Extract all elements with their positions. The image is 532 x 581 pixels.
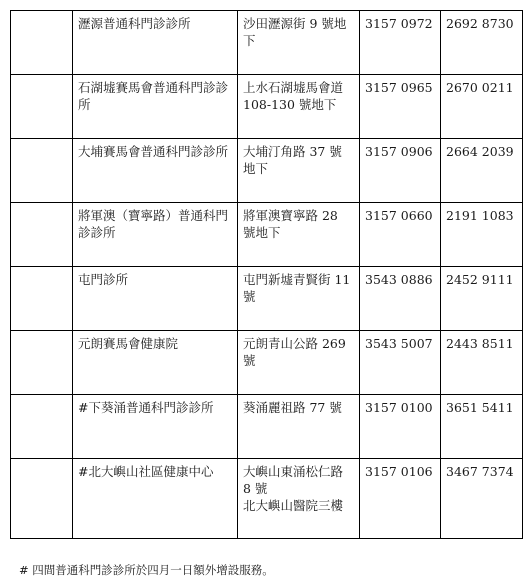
table-row: [11, 331, 523, 395]
clinic-address-line: 大嶼山東涌松仁路 8 號: [243, 464, 344, 496]
clinic-name-cell: 屯門診所: [73, 267, 238, 331]
table-row: [11, 395, 523, 459]
clinic-name-cell: 大埔賽馬會普通科門診診所: [73, 139, 238, 203]
clinic-address-cell: [238, 75, 360, 139]
blank-cell: [11, 459, 73, 539]
table-row: [11, 11, 523, 75]
clinic-name-cell: #北大嶼山社區健康中心: [73, 459, 238, 539]
clinic-fax-cell: 2191 1083: [441, 203, 523, 267]
clinic-tel-cell: 3157 0906: [360, 139, 441, 203]
footnote: # 四間普通科門診診所於四月一日額外增設服務。: [19, 563, 274, 577]
clinic-address-line: 屯門新墟青賢街 11 號: [243, 272, 351, 304]
clinic-tel-cell: 3543 0886: [360, 267, 441, 331]
table-row: [11, 75, 523, 139]
blank-cell: [11, 11, 73, 75]
clinic-address-cell: [238, 331, 360, 395]
clinic-fax-cell: 2664 2039: [441, 139, 523, 203]
clinic-fax-cell: 2692 8730: [441, 11, 523, 75]
table-row: [11, 203, 523, 267]
clinic-address-line: 北大嶼山醫院三樓: [243, 498, 344, 513]
clinic-tel-cell: 3157 0972: [360, 11, 441, 75]
clinic-address-cell: [238, 395, 360, 459]
clinic-tel-cell: 3157 0965: [360, 75, 441, 139]
clinic-address-line: 上水石湖墟馬會道 108-130 號地下: [243, 80, 344, 112]
blank-cell: [11, 139, 73, 203]
clinic-tel-cell: 3157 0100: [360, 395, 441, 459]
clinic-fax-cell: 3467 7374: [441, 459, 523, 539]
clinic-fax-cell: 2443 8511: [441, 331, 523, 395]
clinic-address-cell: [238, 203, 360, 267]
clinic-name-cell: 瀝源普通科門診診所: [73, 11, 238, 75]
clinic-name-cell: 石湖墟賽馬會普通科門診診所: [73, 75, 238, 139]
blank-cell: [11, 395, 73, 459]
clinic-name-cell: 元朗賽馬會健康院: [73, 331, 238, 395]
blank-cell: [11, 267, 73, 331]
clinic-tel-cell: 3157 0660: [360, 203, 441, 267]
blank-cell: [11, 75, 73, 139]
clinic-address-cell: [238, 11, 360, 75]
blank-cell: [11, 331, 73, 395]
blank-cell: [11, 203, 73, 267]
clinic-address-line: 葵涌麗祖路 77 號: [243, 400, 342, 415]
table-row: [11, 459, 523, 539]
clinic-name-cell: #下葵涌普通科門診診所: [73, 395, 238, 459]
clinic-table: [10, 10, 523, 539]
clinic-address-cell: [238, 267, 360, 331]
table-row: [11, 139, 523, 203]
clinic-tel-cell: 3157 0106: [360, 459, 441, 539]
clinic-table-body: [11, 11, 523, 539]
clinic-address-line: 沙田瀝源街 9 號地下: [243, 16, 347, 48]
clinic-address-cell: [238, 139, 360, 203]
clinic-fax-cell: 2452 9111: [441, 267, 523, 331]
clinic-tel-cell: 3543 5007: [360, 331, 441, 395]
clinic-address-line: 大埔汀角路 37 號地下: [243, 144, 342, 176]
clinic-name-cell: 將軍澳（寶寧路）普通科門診診所: [73, 203, 238, 267]
clinic-fax-cell: 3651 5411: [441, 395, 523, 459]
clinic-address-line: 元朗青山公路 269 號: [243, 336, 346, 368]
clinic-address-cell: [238, 459, 360, 539]
clinic-address-line: 將軍澳寶寧路 28 號地下: [243, 208, 338, 240]
table-row: [11, 267, 523, 331]
clinic-fax-cell: 2670 0211: [441, 75, 523, 139]
